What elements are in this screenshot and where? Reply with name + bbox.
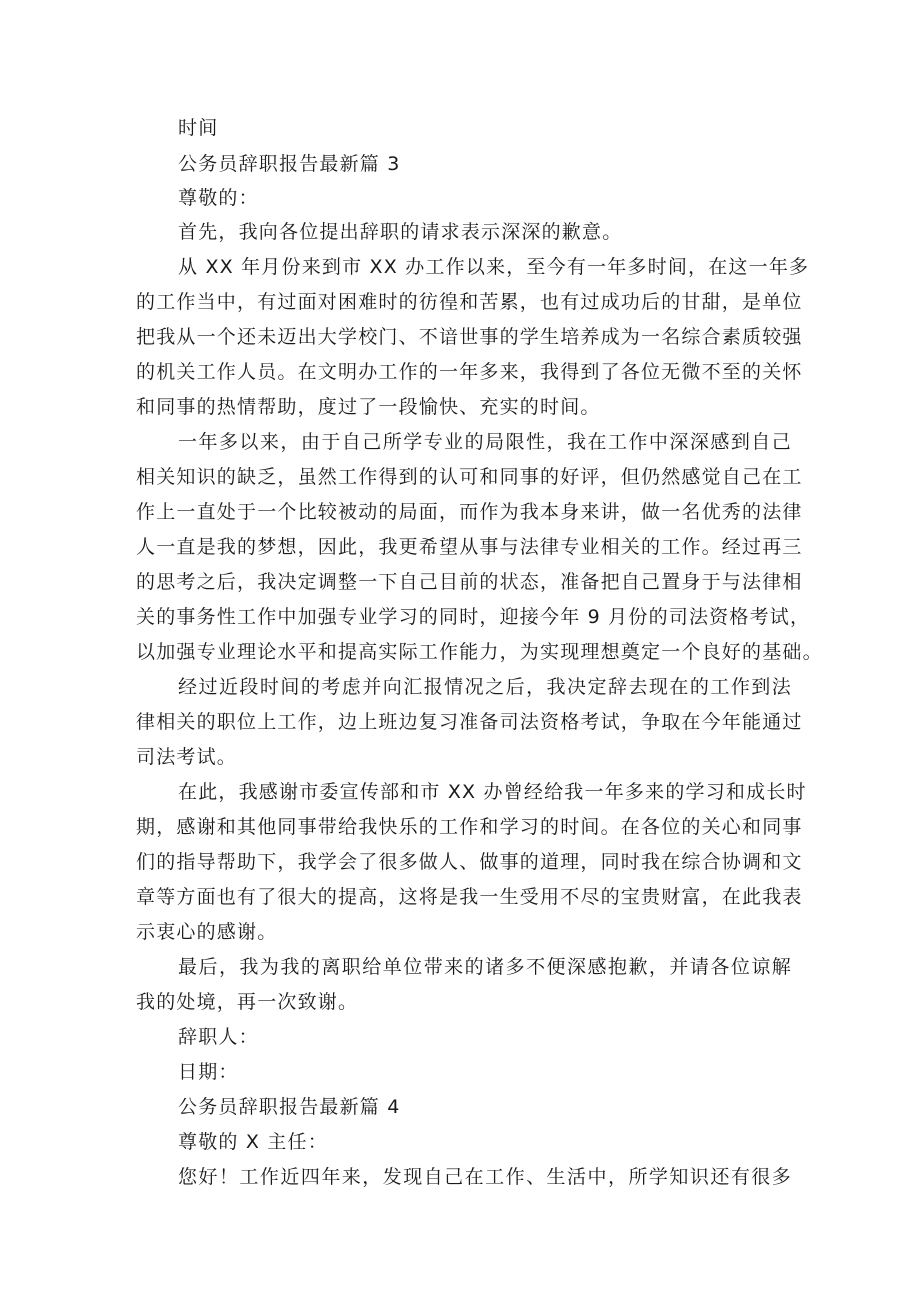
paragraph-line: 您好！工作近四年来，发现自己在工作、生活中，所学知识还有很多 — [178, 1166, 792, 1188]
paragraph-line: 示衷心的感谢。 — [136, 921, 278, 943]
time-label: 时间 — [178, 117, 219, 139]
salutation-3: 尊敬的： — [178, 187, 259, 209]
paragraph-line: 经过近段时间的考虑并向汇报情况之后，我决定辞去现在的工作到法 — [178, 676, 792, 698]
paragraph-line: 期，感谢和其他同事带给我快乐的工作和学习的时间。在各位的关心和同事 — [136, 816, 803, 838]
paragraph-line: 的工作当中，有过面对困难时的彷徨和苦累，也有过成功后的甘甜，是单位 — [136, 291, 803, 313]
paragraph-line: 从 XX 年月份来到市 XX 办工作以来，至今有一年多时间，在这一年多 — [178, 256, 810, 278]
section-title-3: 公务员辞职报告最新篇 3 — [178, 153, 401, 175]
paragraph-line: 人一直是我的梦想，因此，我更希望从事与法律专业相关的工作。经过再三 — [136, 536, 803, 558]
paragraph-line: 律相关的职位上工作，边上班边复习准备司法资格考试，争取在今年能通过 — [136, 711, 803, 733]
paragraph-line: 相关知识的缺乏，虽然工作得到的认可和同事的好评，但仍然感觉自己在工 — [136, 466, 803, 488]
paragraph-line: 的机关工作人员。在文明办工作的一年多来，我得到了各位无微不至的关怀 — [136, 361, 803, 383]
paragraph-line: 最后，我为我的离职给单位带来的诸多不便深感抱歉，并请各位谅解 — [178, 956, 792, 978]
paragraph-line: 和同事的热情帮助，度过了一段愉快、充实的时间。 — [136, 396, 601, 418]
paragraph-line: 在此，我感谢市委宣传部和市 XX 办曾经给我一年多来的学习和成长时 — [178, 781, 807, 803]
salutation-4: 尊敬的 X 主任： — [178, 1131, 328, 1153]
paragraph-line: 的思考之后，我决定调整一下自己目前的状态，准备把自己置身于与法律相 — [136, 571, 803, 593]
paragraph-line: 司法考试。 — [136, 746, 238, 768]
opening-sentence: 首先，我向各位提出辞职的请求表示深深的歉意。 — [178, 221, 623, 243]
paragraph-line: 一年多以来，由于自己所学专业的局限性，我在工作中深深感到自己 — [178, 431, 792, 453]
paragraph-line: 作上一直处于一个比较被动的局面，而作为我本身来讲，做一名优秀的法律 — [136, 501, 803, 523]
paragraph-line: 我的处境，再一次致谢。 — [136, 991, 359, 1013]
paragraph-line: 把我从一个还未迈出大学校门、不谙世事的学生培养成为一名综合素质较强 — [136, 326, 803, 348]
paragraph-line: 关的事务性工作中加强专业学习的同时，迎接今年 9 月份的司法资格考试， — [136, 606, 811, 628]
date-label: 日期： — [178, 1061, 239, 1083]
paragraph-line: 章等方面也有了很大的提高，这将是我一生受用不尽的宝贵财富，在此我表 — [136, 886, 803, 908]
section-title-4: 公务员辞职报告最新篇 4 — [178, 1096, 401, 1118]
paragraph-line: 以加强专业理论水平和提高实际工作能力，为实现理想奠定一个良好的基础。 — [136, 641, 823, 663]
resigner-label: 辞职人： — [178, 1026, 259, 1048]
paragraph-line: 们的指导帮助下，我学会了很多做人、做事的道理，同时我在综合协调和文 — [136, 851, 803, 873]
